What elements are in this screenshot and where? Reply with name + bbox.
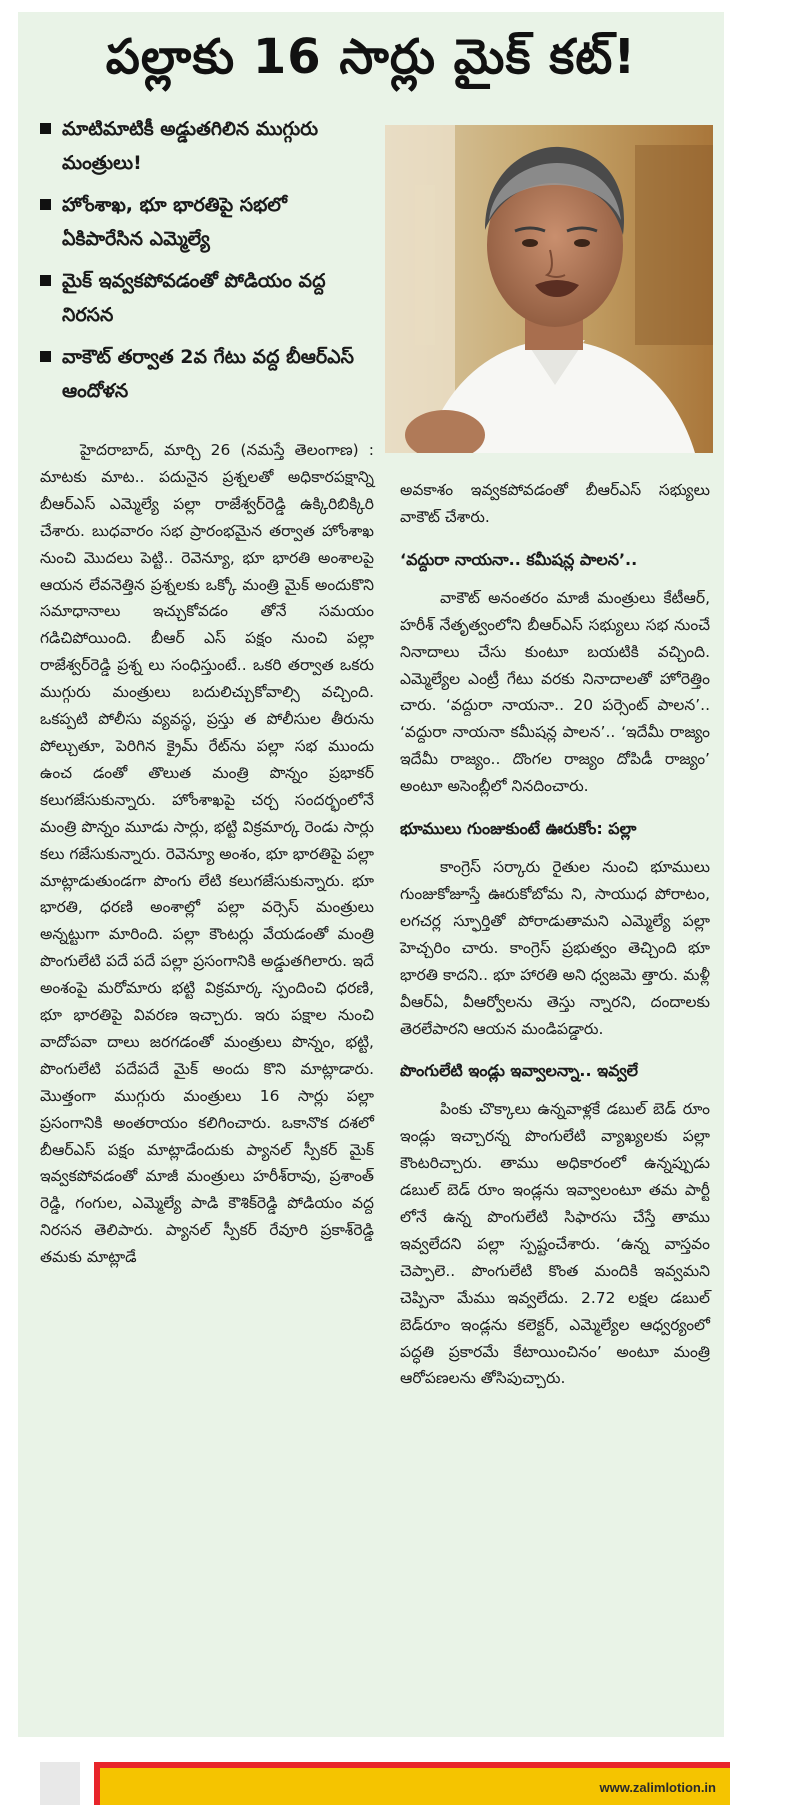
highlights-list	[40, 112, 370, 416]
advertisement-banner[interactable]	[40, 1748, 730, 1805]
ad-side-panel	[40, 1762, 80, 1805]
highlight-item	[40, 112, 370, 180]
section-subhead: ‘వద్దురా నాయనా.. కమీషన్ల పాలన’..	[400, 549, 638, 569]
section-paragraph: కాంగ్రెస్ సర్కారు రైతుల నుంచి భూములు గుంజుకోజూస్తే ఊరుకోబోమ ని, సాయుధ పోరాటం, లగచర్ల స్ఫూర్తితో పోరాడుతామని ఎమ్మెల్యే పల్లా హెచ్చరిం చారు. కాంగ్రెస్ ప్రభుత్వం తెచ్చింది భూ భారతి కాదని.. భూ హారతి అని ధ్వజమె త్తారు. మళ్లీ వీఆర్‌ఏ, వీఆర్వోలను తెస్తు న్నారని, దందాలకు తెరలేపారని ఆయన మండిపడ్డారు.	[400, 858, 710, 1038]
highlight-text: మాటిమాటికీ అడ్డుతగిలిన ముగ్గురు మంత్రులు!	[62, 118, 319, 174]
portrait-image	[385, 125, 713, 453]
section-subhead: పొంగులేటి ఇండ్లు ఇవ్వాలన్నా.. ఇవ్వలే	[400, 1061, 639, 1081]
highlight-text: మైక్ ఇవ్వకపోవడంతో పోడియం వద్ద నిరసన	[62, 270, 326, 326]
bullet-square-icon	[40, 199, 51, 210]
section-paragraph: వాకౌట్ అనంతరం మాజీ మంత్రులు కేటీఆర్, హరీశ్ నేతృత్వంలోని బీఆర్ఎస్ సభ్యులు సభ నుంచే నినాదాలు చేసు కుంటూ బయటికి వచ్చింది. ఎమ్మెల్యేల ఎంట్రీ గేటు వరకు నినాదాలతో హోరెత్తిం చారు. ‘వద్దురా నాయనా.. 20 పర్సెంట్ పాలన’.. ‘వద్దురా నాయనా కమీషన్ల పాలన’.. ‘ఇదేమీ రాజ్యం ఇదేమీ రాజ్యం.. దొంగల రాజ్యం దోపిడీ రాజ్యం’ అంటూ అసెంబ్లీలో నినదించారు.	[400, 588, 710, 796]
article-right-column	[400, 477, 710, 1392]
article-paragraph: హైదరాబాద్, మార్చి 26 (నమస్తే తెలంగాణ) : మాటకు మాట.. పదునైన ప్రశ్నలతో అధికారపక్షాన్ని బీఆర్ఎస్ ఎమ్మెల్యే పల్లా రాజేశ్వర్‌రెడ్డి ఉక్కిరిబిక్కిరి చేశారు. బుధవారం సభ ప్రారంభమైన తర్వాత హోంశాఖ నుంచి మొదలు పెట్టి.. రెవెన్యూ, భూ భారతి అంశాలపై ఆయన లేవనెత్తిన ప్రశ్నలకు ఒక్కో మంత్రి మైక్ అందుకొని సమాధానాలు ఇచ్చుకోవడం తోనే సమయం గడిచిపోయింది. బీఆర్ ఎస్ పక్షం నుంచి పల్లా రాజేశ్వర్‌రెడ్డి ప్రశ్న లు సంధిస్తుంటే.. ఒకరి తర్వాత ఒకరు ముగ్గురు మంత్రులు బదులిచ్చుకోవాల్సి వచ్చింది. ఒకప్పటి పోలీసు వ్యవస్థ, ప్రస్తు త పోలీసుల తీరును పోల్చుతూ, పెరిగిన క్రైమ్ రేట్‌ను పల్లా సభ ముందు ఉంచ డంతో తొలుత మంత్రి పొన్నం ప్రభాకర్ కలుగజేసుకున్నారు. హోంశాఖపై చర్చ సందర్భంలోనే మంత్రి పొన్నం మూడు సార్లు, భట్టి విక్రమార్క రెండు సార్లు కలు గజేసుకున్నారు. రెవెన్యూ అంశం, భూ భారతిపై పల్లా మాట్లాడుతుండగా పొంగు లేటి కలుగజేసుకున్నారు. భూ భారతి, ధరణి అంశాల్లో పల్లా వర్సెస్ మంత్రులు అన్నట్టుగా మారింది. పల్లా కౌంటర్లు వేయడంతో మంత్రి పొంగులేటి పదే పదే పల్లా ప్రసంగానికి అడ్డుతగిలారు. ఇదే అంశంపై మరోమారు భట్టి విక్రమార్క స్పందించి ధరణి, భూ భారతిపై వివరణ ఇచ్చారు. ఇరు పక్షాల నుంచి వాదోపవా దాలు జరగడంతో మంత్రులు పొన్నం, భట్టి, పొంగులేటి పదేపదే మైక్ అందు కొని మాట్లాడారు. మొత్తంగా ముగ్గురు మంత్రులు 16 సార్లు పల్లా ప్రసంగానికి అంతరాయం కలిగించారు. ఒకానొక దశలో బీఆర్ఎస్ పక్షం మాట్లాడేందుకు ప్యానల్ స్పీకర్ మైక్ ఇవ్వకపోవడంతో మాజీ మంత్రులు హరీశ్‌రావు, ప్రశాంత్ రెడ్డి, గంగుల, ఎమ్మెల్యే పాడి కౌశిక్‌రెడ్డి పోడియం వద్ద నిరసన తెలిపారు. ప్యానల్ స్పీకర్ రేవూరి ప్రకాశ్‌రెడ్డి తమకు మాట్లాడే	[40, 441, 374, 1267]
highlight-item	[40, 340, 370, 408]
highlight-item	[40, 264, 370, 332]
article-left-column	[40, 437, 374, 1271]
headline: పల్లాకు 16 సార్లు మైక్ కట్!	[105, 29, 637, 85]
section-subhead: భూములు గుంజుకుంటే ఊరుకోం: పల్లా	[400, 819, 637, 839]
bullet-square-icon	[40, 123, 51, 134]
section-paragraph: పింకు చొక్కాలు ఉన్నవాళ్లకే డబుల్ బెడ్ రూం ఇండ్లు ఇచ్చారన్న పొంగులేటి వ్యాఖ్యలకు పల్లా కౌంటరిచ్చారు. తాము అధికారంలో ఉన్నప్పుడు డబుల్ బెడ్ రూం ఇండ్లను ఇవ్వాలంటూ తమ పార్టీ లోనే ఉన్న పొంగులేటి సిఫారసు చేస్తే తాము ఇవ్వలేదని పల్లా స్పష్టంచేశారు. ‘ఉన్న వాస్తవం చెప్పాలె.. పొంగులేటి కొంత మందికి ఇవ్వమని చెప్పినా మేము ఇవ్వలేదు. 2.72 లక్షల డబుల్ బెడ్‌రూం ఇండ్లను కలెక్టర్, ఎమ్మెల్యేల ఆధ్వర్యంలో పద్ధతి ప్రకారమే కేటాయించినం’ అంటూ మంత్రి ఆరోపణలను తోసిపుచ్చారు.	[400, 1100, 710, 1388]
article-paragraph-continuation: అవకాశం ఇవ్వకపోవడంతో బీఆర్ఎస్ సభ్యులు వాకౌట్ చేశారు.	[400, 481, 710, 526]
news-clipping	[18, 12, 724, 1737]
bullet-square-icon	[40, 275, 51, 286]
bullet-square-icon	[40, 351, 51, 362]
highlight-text: హోంశాఖ, భూ భారతిపై సభలో ఏకిపారేసిన ఎమ్మెల్యే	[62, 194, 287, 250]
ad-yellow-panel	[94, 1762, 730, 1805]
highlight-item	[40, 188, 370, 256]
ad-url[interactable]: www.zalimlotion.in	[599, 1780, 716, 1795]
highlight-text: వాకౌట్ తర్వాత 2వ గేటు వద్ద బీఆర్ఎస్ ఆందోళన	[62, 346, 355, 402]
mla-photo	[385, 125, 713, 453]
